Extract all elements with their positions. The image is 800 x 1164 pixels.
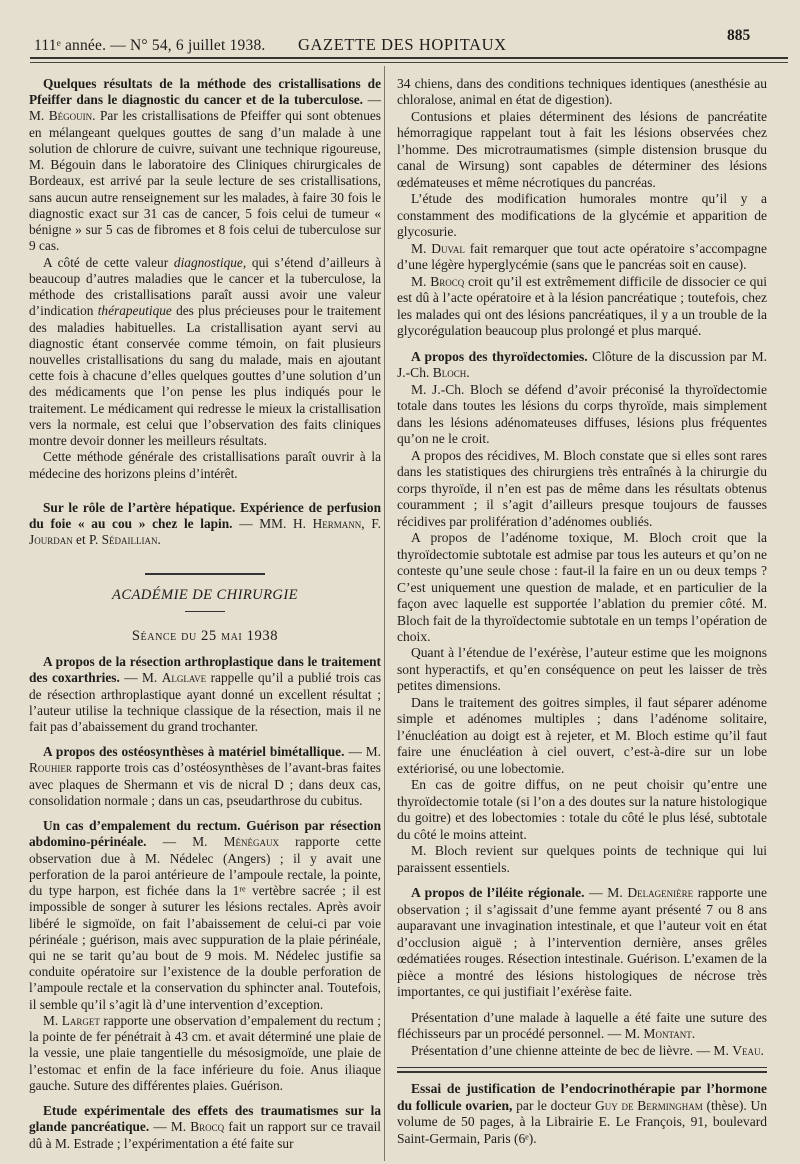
header-rule — [30, 57, 788, 59]
article-resection: A propos de la résection arthroplastique dans le traitement des coxarthries. — M. Alglave rappelle qu’il a publié trois cas de résection arthroplastique ayant donné un excellent résultat ; l’auteur utilise la technique classique de la résection, mais il ne fait pas d’abaissement du grand trochanter. — [29, 654, 382, 734]
paragraph: M. Brocq croit qu’il est extrêmement difficile de dissocier ce qui est dû à l’acte opératoire et à la lésion pancréatique ; toutefois, chez les malades qui ont des lésions pancréatiques, il y a un trouble de la glycorégulation beaucoup plus prolongé et plus marqué. — [397, 273, 767, 339]
right-column — [397, 76, 767, 1147]
article-title: A propos de l’iléite régionale. — [411, 885, 585, 901]
paragraph: M. J.-Ch. Bloch se défend d’avoir préconisé la thyroïdectomie totale dans toutes les lésions du corps thyroïde, mais simplement dans les lésions adénomateuses diffuses, lésions plus fréquentes qu’on ne le croit. — [397, 381, 767, 447]
session-date: Séance du 25 mai 1938 — [131, 627, 279, 644]
article-ileite: A propos de l’iléite régionale. — M. Delagenière rapporte une observation ; il s’agissait d’une femme ayant présenté 7 ou 8 ans auparavant une invagination intestinale, et que l’auteur voit en état d’occlusion aiguë ; à l’intervention dernière, anses grêles œdématiées rouges. Résection intestinale. Guérison. L’examen de la pièce a montré des lésions histologiques de nécrose très importantes, ce qui justifiait l’exérèse faite. — [397, 885, 768, 1000]
paragraph: En cas de goitre diffus, on ne peut choisir qu’entre une thyroïdectomie totale (si l’on a des doutes sur la nature histologique du goitre) et des lobectomies : totale du côté le plus lésé, subtotale du côté le moins atteint. — [397, 777, 767, 842]
column-divider — [384, 66, 385, 1161]
article-pancreas: Etude expérimentale des effets des traumatismes sur la glande pancréatique. — M. Brocq fait un rapport sur ce travail dû à M. Estrade ; l’expérimentation a été faite sur — [29, 1103, 382, 1151]
article-artere-hepatique: Sur le rôle de l’artère hépatique. Expérience de perfusion du foie « au cou » chez le lapin. — MM. H. Hermann, F. Jourdan et P. Sédaillian. — [29, 499, 382, 548]
article-title: A propos des thyroïdectomies. — [411, 348, 588, 364]
article-title: Etude expérimentale des effets des traumatismes sur la glande pancréatique. — [29, 1103, 381, 1135]
article-title: A propos de la résection arthroplastique dans le traitement des coxarthries. — [29, 654, 381, 686]
header-rule-thin — [30, 62, 788, 63]
paragraph: M. Duval fait remarquer que tout acte opératoire s’accompagne d’une légère hyperglycémie (sans que le pancréas soit en cause). — [397, 240, 768, 273]
presentation: Présentation d’une malade à laquelle a été faite une suture des fléchisseurs par un procédé personnel. — M. Montant. — [397, 1009, 767, 1042]
paragraph: A propos de l’adénome toxique, M. Bloch croit que la thyroïdectomie subtotale est admise par tous les auteurs et qu’on ne conteste qu’une seule chose : faut-il la faire en un ou deux temps ? C’est uniquement une question de malade, et en particulier de la façon avec laquelle est supportée l’ablation du premier côté. M. Bloch fait de la thyroïdectomie subtotale en un temps l’opération de choix. — [397, 530, 767, 644]
paragraph: Cette méthode générale des cristallisations paraît ouvrir à la médecine des horizons pleins d’intérêt. — [29, 449, 381, 481]
article-title: A propos des ostéosynthèses à matériel bimétallique. — [43, 744, 345, 760]
book-notice: Essai de justification de l’endocrinothérapie par l’hormone du follicule ovarien, par le docteur Guy de Bermingham (thèse). Un volume de 50 pages, à la Librairie E. Le François, 91, boulevard Saint-Germain, Paris (6ᵉ). — [397, 1081, 768, 1146]
article-title: Quelques résultats de la méthode des cristallisations de Pfeiffer dans le diagnostic du cancer et de la tuberculose. — [29, 76, 381, 108]
author-name: Bégouin. — [48, 108, 96, 124]
article-thyroidectomies: A propos des thyroïdectomies. Clôture de la discussion par M. J.-Ch. Bloch. — [397, 348, 768, 381]
paragraph: Quant à l’étendue de l’exérèse, l’auteur estime que les moignons sont hyperactifs, et qu’en conséquence on peut les laisser de très petites dimensions. — [397, 645, 767, 694]
left-column — [29, 76, 381, 1152]
article-empalement: Un cas d’empalement du rectum. Guérison par résection abdomino-périnéale. — M. Ménégaux rapporte cette observation due à M. Nédelec (Angers) ; il y avait une perforation de la paroi antérieure de l’ampoule rectale, la pointe, du type harpon, est fichée dans la 1ʳᵉ vertèbre sacrée ; il est impossible de songer à suturer les lésions rectales. Après avoir libéré le sigmoïde, on fait l’abaissement de celui-ci par voie périnéale ; guérison, mais avec suppuration de la plaie périnéale, qui ne se tarit qu’au bout de 9 mois. M. Nédelec justifie sa conduite opératoire sur l’existence de la double perforation de l’ampoule rectale et la conservation du sphincter anal. Toutefois, il semble qu’il s’agit là d’une intervention d’exception. — [29, 818, 381, 1012]
paragraph: A côté de cette valeur diagnostique, qui s’étend d’ailleurs à beaucoup d’autres maladies que le cancer et la tuberculose, la méthode des cristallisations paraît aussi avoir une valeur d’indication thérapeutique des plus précieuses pour le traitement des maladies habituelles. La cristallisation ayant servi au diagnostic étant conservée comme témoin, on fait plusieurs nouvelles cristallisations du sang du malade, mais en ajoutant cette fois à chacune d’elles quelques gouttes d’une solution d’un des médicaments que l’on pense les plus indiqués pour le traitement. Le médicament qui redresse le mieux la cristallisation vers la normale, est celui que l’observation des faits cliniques montre devoir donner les meilleurs résultats. — [29, 254, 381, 449]
book-title: Essai de justification de l’endocrinothérapie par l’hormone du follicule ovarien, — [397, 1081, 767, 1113]
paragraph: L’étude des modification humorales montre qu’il y a constamment des modifications de la glycémie et apparition de glycosurie. — [397, 191, 767, 240]
paragraph: Contusions et plaies déterminent des lésions de pancréatite hémorragique rappelant tout à fait les lésions observées chez l’homme. Des microtraumatismes (simple distension brusque du canal de Wirsung) sont capables de déterminer des lésions œdémateuses et même nécrotiques du pancréas. — [397, 108, 767, 190]
section-rule — [145, 573, 265, 575]
article-title: Sur le rôle de l’artère hépatique. Expérience de perfusion du foie « au cou » chez le lapin. — [29, 499, 381, 532]
paragraph: M. Larget rapporte une observation d’empalement du rectum ; la pointe de fer pénétrait à 43 cm. et avait déterminé une plaie de la vessie, une plaie tangentielle du mésosigmoïde, une plaie de l’estomac et enfin de la face inférieure du foie. Anus iliaque gauche. Suture des différentes plaies. Guérison. — [29, 1012, 381, 1093]
article-cristallisations: Quelques résultats de la méthode des cristallisations de Pfeiffer dans le diagnostic du cancer et de la tuberculose. — M. Bégouin. Par les cristallisations de Pfeiffer qui sont obtenues en mélangeant quelques gouttes de sang d’un malade à une solution de chlorure de cuivre, suivant une technique rigoureuse, M. Bégouin dans le laboratoire des Cliniques chirurgicales de Bordeaux, est arrivé par la seule lecture de ses cristallisations, sans aucun autre renseignement sur les malades, à faire 30 fois le diagnostic exact sur 31 cas de cancer, 5 fois celui de tumeur « bénigne » sur 5 cas de fibromes et 8 fois celui de tuberculose sur 9 cas. — [29, 76, 381, 254]
article-osteosyntheses: A propos des ostéosynthèses à matériel bimétallique. — M. Rouhier rapporte trois cas d’ostéosynthèses de l’avant-bras faites avec plaques de Shermann et vis de nicral D ; dans deux cas, consolidation normale ; dans un cas, pseudarthrose du cubitus. — [29, 744, 382, 808]
issue-info: 111ᵉ année. — N° 54, 6 juillet 1938. — [34, 37, 266, 54]
section-title: ACADÉMIE DE CHIRURGIE — [112, 586, 298, 603]
paragraph: M. Bloch revient sur quelques points de technique qui lui paraissent essentiels. — [397, 843, 767, 875]
paragraph: A propos des récidives, M. Bloch constate que si elles sont rares dans les statistiques des chirurgiens très entraînés à la chirurgie du corps thyroïde, il n’en est pas de même dans les résultats obtenus couramment ; il s’agit d’ailleurs presque toujours de fausses récidives par prolifération d’adénomes oubliés. — [397, 447, 767, 529]
page-number: 885 — [727, 27, 751, 44]
section-end-rules — [397, 1067, 767, 1073]
paragraph: 34 chiens, dans des conditions techniques identiques (anesthésie au chloralose, animal en état de digestion). — [397, 76, 767, 108]
journal-title: GAZETTE DES HOPITAUX — [298, 35, 507, 54]
page-header — [0, 0, 800, 70]
article-title: Un cas d’empalement du rectum. Guérison par résection abdomino-périnéale. — [29, 818, 381, 850]
section-rule-small — [185, 611, 225, 612]
paragraph: Dans le traitement des goitres simples, il faut séparer adénome simple et adénomes multiples ; dans l’adénome solitaire, l’énucléation au doigt est à rejeter, et M. Bloch estime qu’il faut faire une énucléation à ciel ouvert, c’est-à-dire sur un lobe extériorisé, ou une lobectomie. — [397, 694, 767, 776]
presentation: Présentation d’une chienne atteinte de bec de lièvre. — M. Veau. — [411, 1042, 764, 1058]
